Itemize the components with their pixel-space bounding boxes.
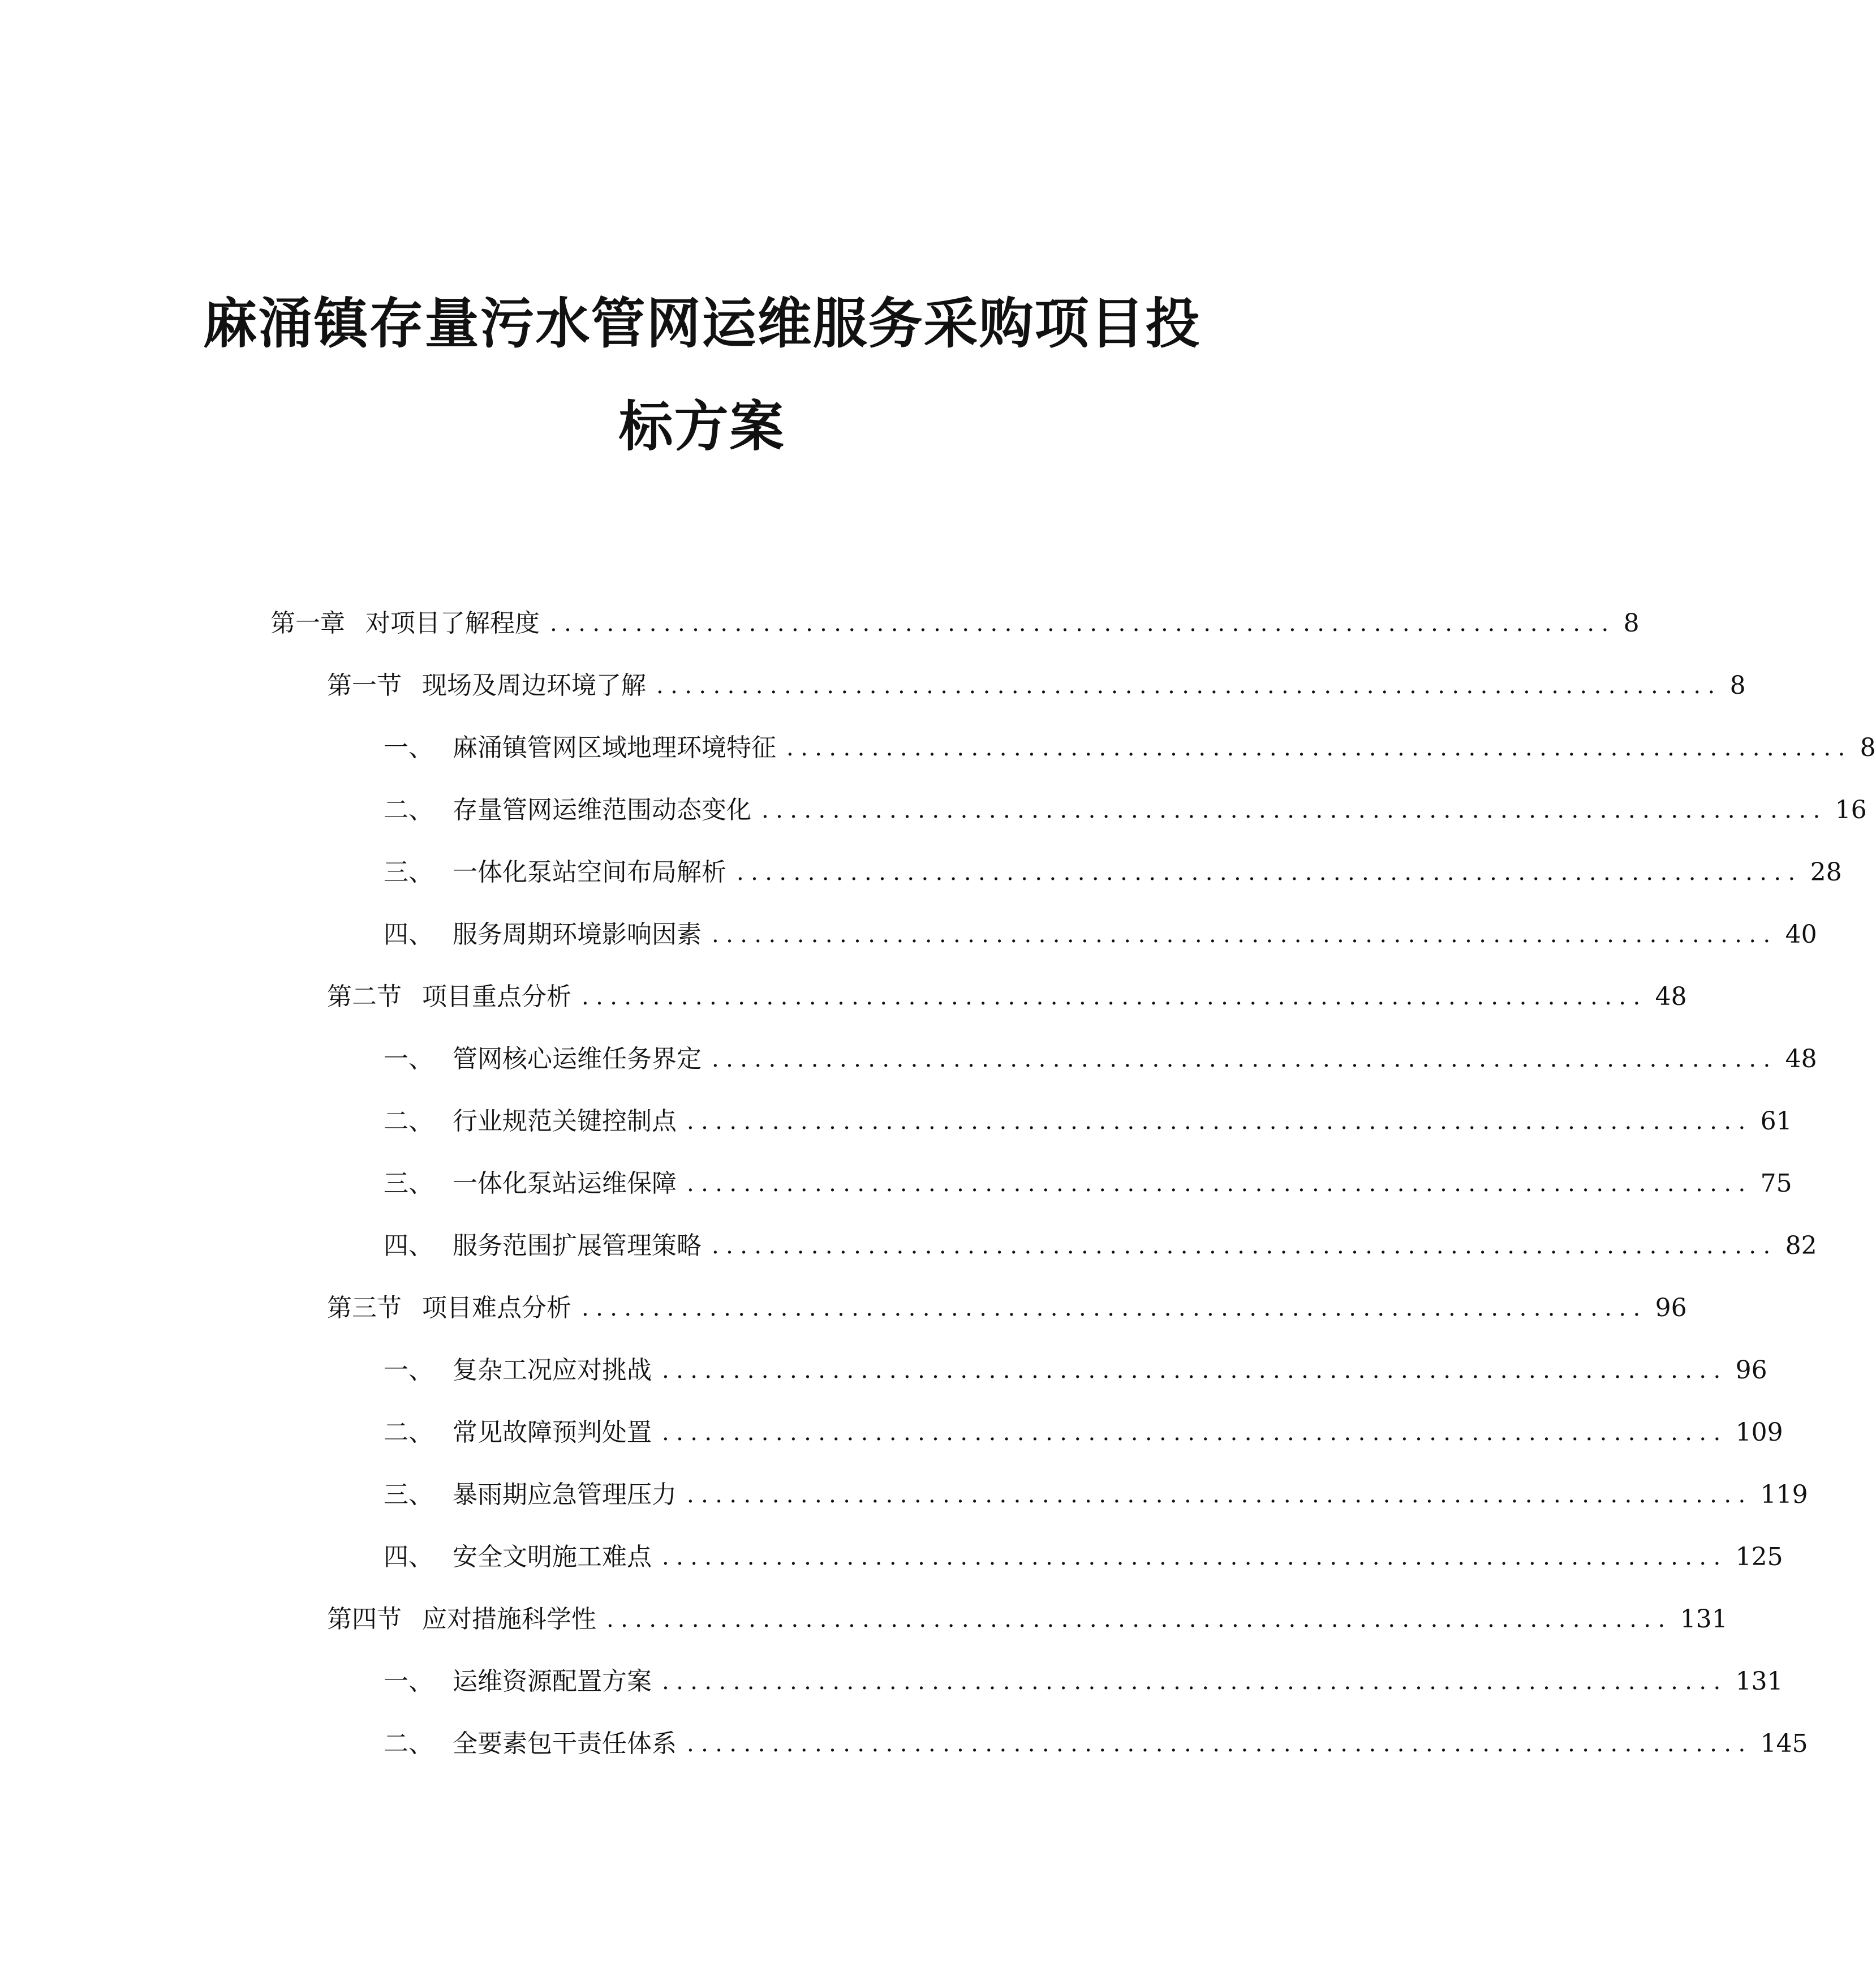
toc-entry[interactable] [384,1222,1817,1262]
toc-leader-dots: ........................................................................... [550,611,1616,637]
toc-entry-page-number: 109 [1735,1418,1783,1447]
toc-entry-number: 二、 [384,1729,433,1758]
toc-leader-dots: ........................................................................... [606,1606,1672,1632]
toc-leader-dots: ........................................................................... [687,1108,1753,1135]
toc-entry-number: 第一节 [327,671,402,700]
toc-entry-title: 项目难点分析 [422,1294,571,1322]
toc-entry-title: 管网核心运维任务界定 [453,1045,702,1073]
toc-entry-number: 第二节 [327,982,402,1011]
toc-entry-page-number: 75 [1760,1169,1792,1198]
toc-leader-dots: ........................................................................... [662,1669,1728,1695]
toc-entry[interactable] [327,973,1687,1013]
toc-entry-title: 常见故障预判处置 [453,1418,652,1447]
toc-leader-dots: ........................................................................... [712,1233,1778,1259]
toc-leader-dots: ........................................................................... [582,1295,1647,1321]
toc-entry-page-number: 131 [1735,1667,1783,1696]
toc-entry[interactable] [384,1036,1817,1075]
toc-entry-title: 一体化泵站运维保障 [453,1169,677,1198]
toc-entry-title: 复杂工况应对挑战 [453,1356,652,1385]
toc-entry-number: 四、 [384,920,433,949]
toc-leader-dots: ........................................................................... [761,797,1827,823]
toc-entry[interactable] [384,1471,1808,1511]
toc-entry-title: 现场及周边环境了解 [422,671,646,700]
toc-entry-number: 四、 [384,1231,433,1260]
toc-entry-number: 二、 [384,1418,433,1447]
toc-leader-dots: ........................................................................... [687,1731,1753,1757]
toc-entry-title: 运维资源配置方案 [453,1667,652,1696]
toc-entry-page-number: 145 [1760,1729,1808,1758]
toc-entry-page-number: 96 [1655,1294,1687,1322]
toc-entry-number: 第四节 [327,1605,402,1634]
toc-entry-title: 存量管网运维范围动态变化 [453,796,751,824]
toc-entry-title: 应对措施科学性 [422,1605,596,1634]
toc-entry-number: 第一章 [270,609,345,638]
toc-entry[interactable] [270,600,1640,639]
toc-entry-number: 一、 [384,1045,433,1073]
toc-entry[interactable] [384,1720,1808,1760]
toc-entry[interactable] [384,1409,1783,1449]
toc-entry-page-number: 40 [1785,920,1817,949]
toc-entry-page-number: 8 [1623,609,1640,638]
toc-entry-page-number: 48 [1655,982,1687,1011]
toc-leader-dots: ........................................................................... [662,1420,1728,1446]
toc-entry-title: 服务周期环境影响因素 [453,920,702,949]
toc-entry[interactable] [384,1533,1783,1573]
toc-entry-page-number: 131 [1680,1605,1728,1634]
toc-leader-dots: ........................................................................... [662,1544,1728,1570]
toc-leader-dots: ........................................................................... [712,1046,1778,1072]
toc-entry-title: 服务范围扩展管理策略 [453,1231,702,1260]
toc-entry-page-number: 119 [1760,1480,1808,1509]
toc-entry[interactable] [384,1098,1792,1137]
toc-entry-page-number: 61 [1760,1107,1792,1136]
toc-entry-page-number: 125 [1735,1543,1783,1571]
toc-entry-title: 项目重点分析 [422,982,571,1011]
toc-entry-page-number: 8 [1860,733,1876,762]
toc-entry-title: 暴雨期应急管理压力 [453,1480,677,1509]
toc-entry-page-number: 16 [1835,796,1867,824]
toc-leader-dots: ........................................................................... [662,1357,1728,1384]
toc-entry[interactable] [384,911,1817,951]
toc-entry-page-number: 28 [1810,858,1842,887]
toc-entry-number: 一、 [384,1356,433,1385]
document-title-line-1: 麻涌镇存量污水管网运维服务采购项目投 [203,292,1201,355]
document-title-line-2: 标方案 [618,395,785,458]
toc-entry[interactable] [327,1596,1728,1635]
toc-entry-number: 一、 [384,1667,433,1696]
toc-entry[interactable] [384,1347,1767,1386]
toc-entry[interactable] [384,787,1867,826]
toc-leader-dots: ........................................................................... [582,984,1647,1010]
toc-leader-dots: ........................................................................... [737,860,1802,886]
toc-leader-dots: ........................................................................... [656,673,1722,699]
toc-entry-page-number: 8 [1729,671,1746,700]
toc-leader-dots: ........................................................................... [712,922,1778,948]
toc-entry[interactable] [327,1284,1687,1324]
toc-entry-number: 三、 [384,858,433,887]
toc-entry-page-number: 82 [1785,1231,1817,1260]
toc-entry[interactable] [384,849,1842,888]
toc-leader-dots: ........................................................................... [687,1482,1753,1508]
toc-entry[interactable] [384,1160,1792,1200]
toc-leader-dots: ........................................................................... [786,735,1852,761]
toc-entry-title: 安全文明施工难点 [453,1543,652,1571]
toc-entry-page-number: 96 [1735,1356,1767,1385]
toc-entry-number: 四、 [384,1543,433,1571]
toc-entry-number: 三、 [384,1480,433,1509]
toc-entry-number: 一、 [384,733,433,762]
toc-entry[interactable] [384,1658,1783,1698]
toc-entry-title: 行业规范关键控制点 [453,1107,677,1136]
toc-entry-title: 麻涌镇管网区域地理环境特征 [453,733,776,762]
toc-entry-title: 对项目了解程度 [365,609,540,638]
toc-leader-dots: ........................................................................... [687,1171,1753,1197]
toc-entry-number: 二、 [384,1107,433,1136]
toc-entry-number: 二、 [384,796,433,824]
toc-entry[interactable] [384,724,1876,764]
toc-entry-title: 一体化泵站空间布局解析 [453,858,726,887]
toc-entry-number: 第三节 [327,1294,402,1322]
toc-entry[interactable] [327,662,1746,702]
toc-entry-page-number: 48 [1785,1045,1817,1073]
toc-entry-number: 三、 [384,1169,433,1198]
toc-entry-title: 全要素包干责任体系 [453,1729,677,1758]
